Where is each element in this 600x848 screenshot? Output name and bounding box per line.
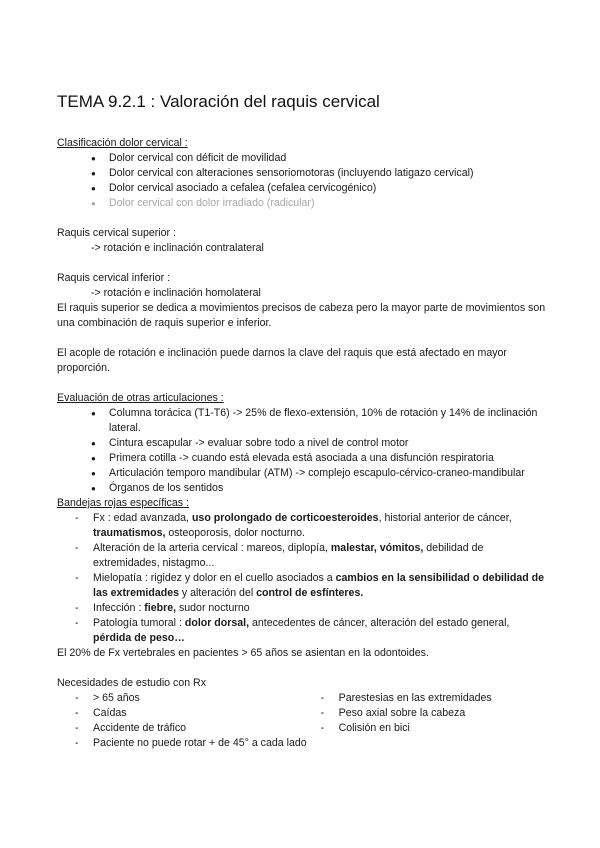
list-item: - Accidente de tráfico: [75, 721, 307, 736]
list-item: - Caídas: [75, 706, 307, 721]
list-item: - > 65 años: [75, 691, 307, 706]
list-item: ● Columna torácica (T1-T6) -> 25% de flexo-extensión, 10% de rotación y 14% de inclinación lateral.: [91, 406, 547, 436]
paragraph-odontoid: El 20% de Fx vertebrales en pacientes > 65 años se asientan en la odontoides.: [57, 647, 429, 659]
upper-cervical-detail: -> rotación e inclinación contralateral: [91, 242, 264, 254]
evaluation-heading: Evaluación de otras articulaciones :: [57, 392, 224, 404]
page-title: TEMA 9.2.1 : Valoración del raquis cervical: [57, 92, 380, 111]
list-item: ● Primera cotilla -> cuando está elevada está asociada a una disfunción respiratoria: [91, 451, 547, 466]
list-item: ● Dolor cervical con déficit de movilidad: [91, 151, 547, 166]
document-page: [57, 92, 547, 751]
list-item: ● Dolor cervical con dolor irradiado (radicular): [91, 196, 547, 211]
rx-list-left: [57, 691, 307, 751]
evaluation-list: [57, 406, 547, 496]
red-flags-list: [57, 511, 547, 646]
rx-list-right: [307, 691, 547, 751]
list-item: ● Articulación temporo mandibular (ATM) -> complejo escapulo-cérvico-craneo-mandibular: [91, 466, 547, 481]
list-item: ● Dolor cervical con alteraciones sensoriomotoras (incluyendo latigazo cervical): [91, 166, 547, 181]
paragraph-coupling: El acople de rotación e inclinación puede darnos la clave del raquis que está afectado en mayor proporción.: [57, 347, 507, 374]
list-item: - Alteración de la arteria cervical : mareos, diplopía, malestar, vómitos, debilidad de extremidades, nistagmo...: [75, 541, 547, 571]
list-item: ● Dolor cervical asociado a cefalea (cefalea cervicogénico): [91, 181, 547, 196]
list-item: ● Órganos de los sentidos: [91, 481, 547, 496]
rx-heading: Necesidades de estudio con Rx: [57, 677, 206, 689]
upper-cervical-label: Raquis cervical superior :: [57, 227, 176, 239]
classification-heading: Clasificación dolor cervical :: [57, 137, 188, 149]
red-flags-heading: Bandejas rojas específicas :: [57, 497, 189, 509]
rx-columns: [57, 691, 547, 751]
list-item: ● Cintura escapular -> evaluar sobre todo a nivel de control motor: [91, 436, 547, 451]
list-item: - Fx : edad avanzada, uso prolongado de corticoesteroides, historial anterior de cáncer, traumatismos, osteoporosis, dolor nocturno.: [75, 511, 547, 541]
list-item: - Parestesias en las extremidades: [321, 691, 547, 706]
list-item: - Patología tumoral : dolor dorsal, antecedentes de cáncer, alteración del estado general, pérdida de peso…: [75, 616, 547, 646]
list-item: - Infección : fiebre, sudor nocturno: [75, 601, 547, 616]
list-item: - Paciente no puede rotar + de 45° a cada lado: [75, 736, 307, 751]
lower-cervical-label: Raquis cervical inferior :: [57, 272, 171, 284]
list-item: - Peso axial sobre la cabeza: [321, 706, 547, 721]
list-item: - Colisión en bici: [321, 721, 547, 736]
lower-cervical-detail: -> rotación e inclinación homolateral: [91, 287, 261, 299]
list-item: - Mielopatía : rigidez y dolor en el cuello asociados a cambios en la sensibilidad o debilidad de las extremidades y alteración del control de esfínteres.: [75, 571, 547, 601]
classification-list: [57, 151, 547, 211]
paragraph-upper-lower: El raquis superior se dedica a movimientos precisos de cabeza pero la mayor parte de movimientos son una combinación de raquis superior e inferior.: [57, 302, 546, 329]
